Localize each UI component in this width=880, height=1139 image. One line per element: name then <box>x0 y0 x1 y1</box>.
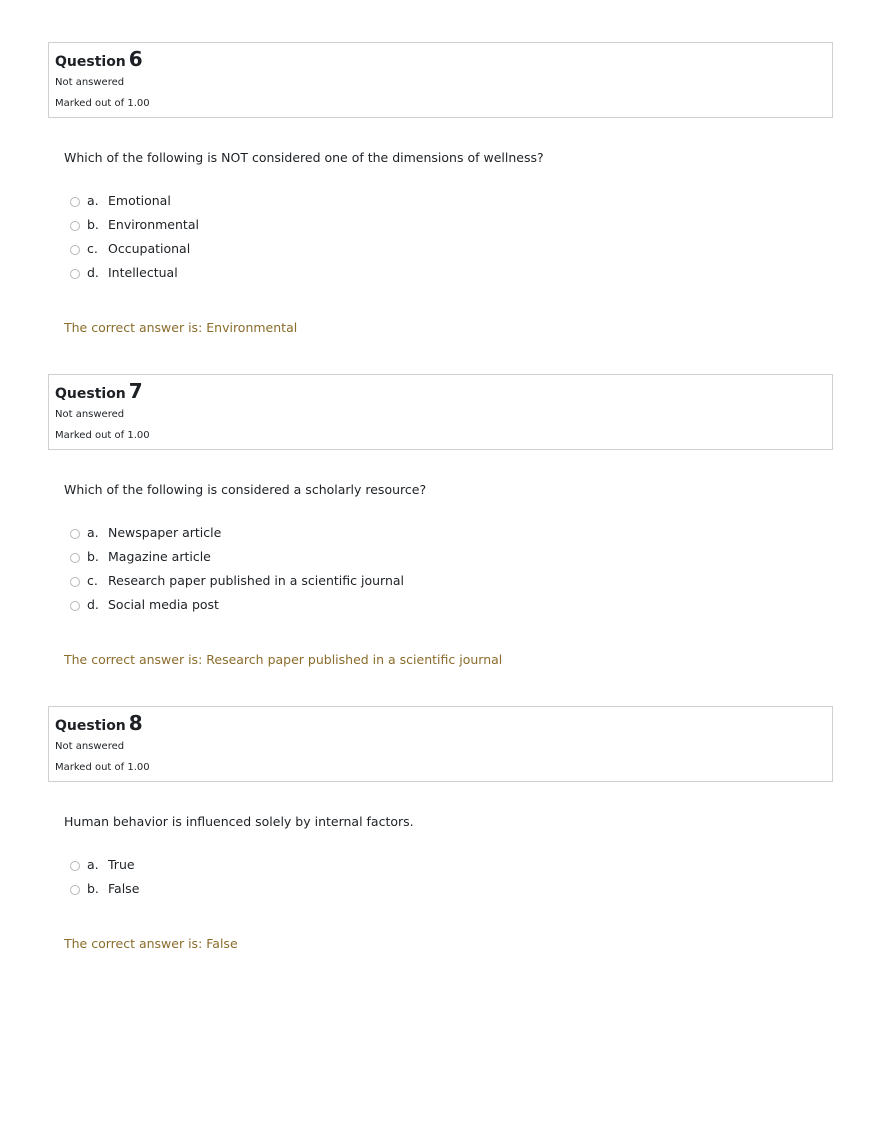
radio-button[interactable] <box>70 529 80 539</box>
question-state: Not answered <box>55 409 125 420</box>
answer-letter: d. <box>87 264 99 280</box>
answer-letter: c. <box>87 572 98 588</box>
question-word: Question <box>55 386 126 402</box>
answer-option-d[interactable] <box>70 592 404 616</box>
answer-label: True <box>108 856 135 872</box>
question-heading <box>55 379 143 403</box>
answer-letter: b. <box>87 216 99 232</box>
question-word: Question <box>55 54 126 70</box>
answer-option-a[interactable] <box>70 520 404 544</box>
answer-option-c[interactable] <box>70 568 404 592</box>
question-number: 6 <box>128 47 143 71</box>
answer-letter: d. <box>87 596 99 612</box>
question-text: Human behavior is influenced solely by internal factors. <box>64 814 414 829</box>
question-info-box <box>48 706 833 782</box>
answer-label: Research paper published in a scientific journal <box>108 572 404 588</box>
question-word: Question <box>55 718 126 734</box>
question-grade: Marked out of 1.00 <box>55 762 150 773</box>
question-state: Not answered <box>55 741 125 752</box>
question-heading <box>55 47 143 71</box>
answer-label: Occupational <box>108 240 191 256</box>
radio-button[interactable] <box>70 197 80 207</box>
answer-list <box>70 520 404 616</box>
answer-letter: a. <box>87 192 99 208</box>
answer-list <box>70 852 139 900</box>
answer-label: Environmental <box>108 216 199 232</box>
answer-label: Newspaper article <box>108 524 222 540</box>
answer-label: Emotional <box>108 192 171 208</box>
answer-letter: a. <box>87 524 99 540</box>
radio-button[interactable] <box>70 885 80 895</box>
answer-label: Magazine article <box>108 548 211 564</box>
answer-option-a[interactable] <box>70 188 199 212</box>
answer-option-b[interactable] <box>70 876 139 900</box>
radio-button[interactable] <box>70 245 80 255</box>
radio-button[interactable] <box>70 553 80 563</box>
answer-label: Social media post <box>108 596 219 612</box>
question-number: 8 <box>128 711 143 735</box>
question-heading <box>55 711 143 735</box>
radio-button[interactable] <box>70 221 80 231</box>
radio-button[interactable] <box>70 577 80 587</box>
answer-option-b[interactable] <box>70 212 199 236</box>
radio-button[interactable] <box>70 601 80 611</box>
answer-letter: b. <box>87 880 99 896</box>
question-text: Which of the following is NOT considered one of the dimensions of wellness? <box>64 150 544 165</box>
answer-label: Intellectual <box>108 264 178 280</box>
answer-option-d[interactable] <box>70 260 199 284</box>
radio-button[interactable] <box>70 269 80 279</box>
question-grade: Marked out of 1.00 <box>55 98 150 109</box>
radio-button[interactable] <box>70 861 80 871</box>
question-number: 7 <box>128 379 143 403</box>
answer-list <box>70 188 199 284</box>
question-info-box <box>48 42 833 118</box>
answer-letter: a. <box>87 856 99 872</box>
answer-letter: c. <box>87 240 98 256</box>
correct-answer-feedback: The correct answer is: Research paper published in a scientific journal <box>64 652 503 667</box>
question-text: Which of the following is considered a scholarly resource? <box>64 482 427 497</box>
correct-answer-feedback: The correct answer is: Environmental <box>64 320 298 335</box>
correct-answer-feedback: The correct answer is: False <box>64 936 238 951</box>
answer-letter: b. <box>87 548 99 564</box>
answer-option-c[interactable] <box>70 236 199 260</box>
question-state: Not answered <box>55 77 125 88</box>
answer-option-a[interactable] <box>70 852 139 876</box>
question-grade: Marked out of 1.00 <box>55 430 150 441</box>
question-info-box <box>48 374 833 450</box>
answer-label: False <box>108 880 140 896</box>
answer-option-b[interactable] <box>70 544 404 568</box>
